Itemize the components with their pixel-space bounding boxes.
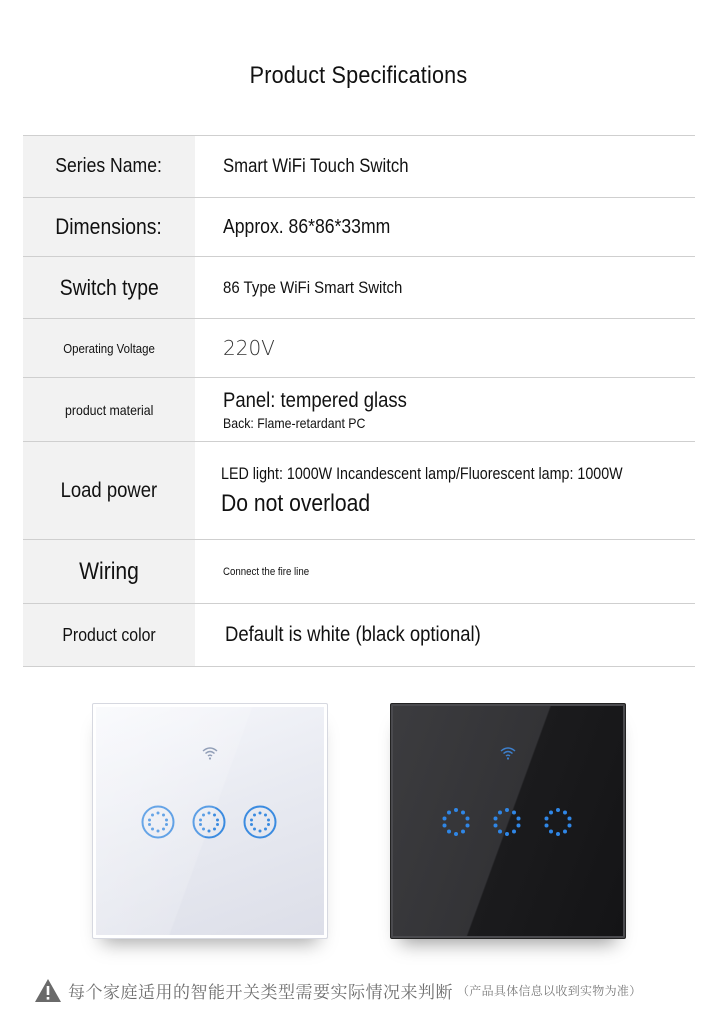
spec-value-text: Approx. 86*86*33mm: [223, 215, 391, 238]
spec-label-text: Switch type: [59, 274, 159, 300]
touch-button-icon: [439, 805, 473, 839]
spec-row-switch-type: [23, 257, 695, 319]
spec-label: [23, 378, 195, 441]
spec-row-product-color: [23, 604, 695, 667]
spec-label: [23, 604, 195, 666]
spec-label-text: product material: [64, 401, 154, 418]
spec-value: [195, 540, 695, 603]
page-title: Product Specifications: [249, 62, 468, 89]
spec-row-product-material: [23, 378, 695, 442]
spec-label: [23, 442, 195, 539]
spec-label-text: Series Name:: [55, 155, 163, 177]
spec-value-text: Panel: tempered glass: [223, 388, 407, 412]
spec-value-text: 220V: [223, 336, 275, 360]
touch-button-icon: [490, 805, 524, 839]
spec-value-subtext: Back: Flame-retardant PC: [223, 414, 366, 431]
spec-label-text: Operating Voltage: [63, 340, 155, 356]
spec-label-text: Load power: [60, 478, 158, 502]
warning-note: [34, 978, 704, 1003]
spec-value: [195, 136, 695, 197]
spec-value-text: Connect the fire line: [223, 565, 310, 578]
wifi-icon: [202, 746, 218, 760]
spec-value-text: 86 Type WiFi Smart Switch: [223, 277, 403, 297]
spec-value: [195, 198, 695, 256]
warning-text: 每个家庭适用的智能开关类型需要实际情况来判断: [68, 983, 453, 1003]
spec-value-text: Default is white (black optional): [225, 623, 481, 646]
spec-label-text: Product color: [62, 624, 156, 645]
black-switch-panel-image: [390, 703, 626, 939]
spec-value-text: LED light: 1000W Incandescent lamp/Fluorescent lamp: 1000W: [221, 463, 623, 483]
spec-value-text: Smart WiFi Touch Switch: [223, 155, 409, 177]
spec-value-subtext: Do not overload: [221, 489, 371, 517]
spec-row-dimensions: [23, 198, 695, 257]
spec-label: [23, 136, 195, 197]
touch-button-icon: [141, 805, 175, 839]
spec-row-series-name: [23, 136, 695, 198]
touch-button-icon: [243, 805, 277, 839]
spec-label: [23, 319, 195, 377]
spec-label-text: Wiring: [79, 557, 139, 585]
spec-label: [23, 540, 195, 603]
wifi-icon: [500, 746, 516, 760]
spec-row-operating-voltage: [23, 319, 695, 378]
spec-label: [23, 198, 195, 256]
spec-row-wiring: [23, 540, 695, 604]
spec-value: [195, 378, 695, 441]
warning-triangle-icon: [34, 978, 62, 1003]
spec-value: [195, 319, 695, 377]
spec-label: [23, 257, 195, 318]
spec-row-load-power: [23, 442, 695, 540]
spec-value: [195, 442, 699, 539]
touch-button-icon: [541, 805, 575, 839]
spec-table: [23, 135, 695, 667]
spec-value: [195, 257, 695, 318]
white-switch-panel-image: [92, 703, 328, 939]
touch-button-icon: [192, 805, 226, 839]
spec-label-text: Dimensions:: [55, 214, 163, 239]
warning-subtext: （产品具体信息以收到实物为准）: [457, 984, 642, 998]
spec-value: [195, 604, 695, 666]
